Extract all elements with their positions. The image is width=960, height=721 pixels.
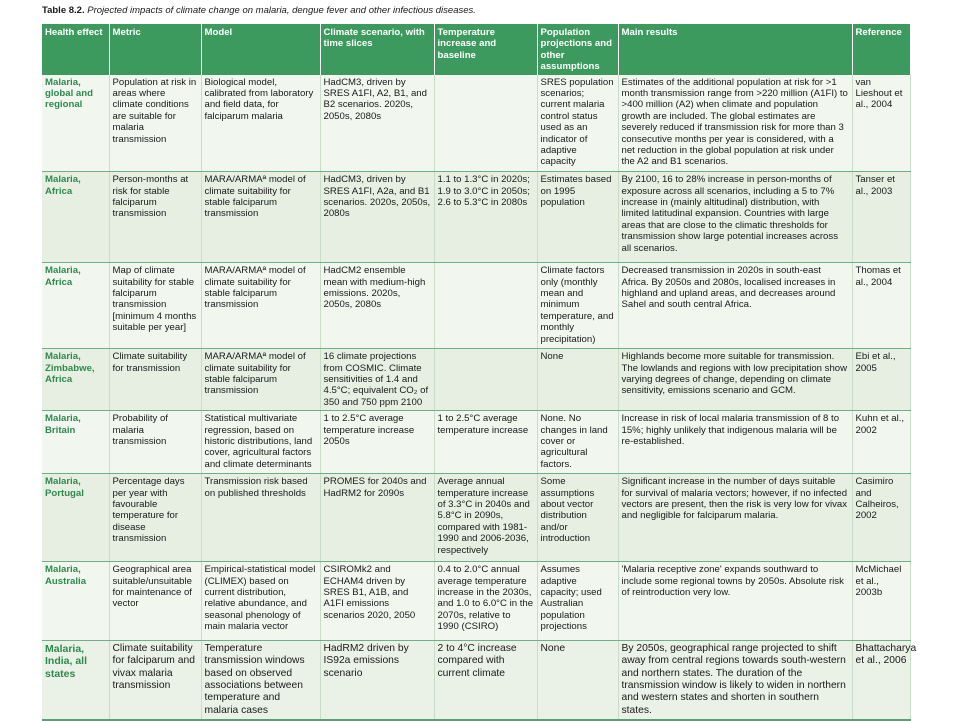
header-climate-scenario: Climate scenario, with time slices xyxy=(320,24,434,75)
cell-reference: van Lieshout et al., 2004 xyxy=(852,75,910,172)
cell-reference: McMichael et al., 2003b xyxy=(852,562,910,641)
cell-results: By 2100, 16 to 28% increase in person-months of exposure across all scenarios, including a 5 to 7% increase in (mainly altitudinal) distribution, with limited latitudinal expansion. Countries with large areas that are close to the climatic thresholds for transmission show large potential increases across all scenarios. xyxy=(618,172,852,263)
table-row xyxy=(42,349,910,411)
cell-scenario: 16 climate projections from COSMIC. Climate sensitivities of 1.4 and 4.5°C; equivalent CO₂ of 350 and 750 ppm 2100 xyxy=(320,349,434,411)
cell-population: Assumes adaptive capacity; used Australian population projections xyxy=(537,562,618,641)
cell-results: 'Malaria receptive zone' expands southward to include some regional towns by 2050s. Absolute risk of reintroduction very low. xyxy=(618,562,852,641)
cell-population: Climate factors only (monthly mean and minimum temperature, and monthly precipitation) xyxy=(537,263,618,349)
cell-population: None xyxy=(537,349,618,411)
cell-temperature: 1.1 to 1.3°C in 2020s; 1.9 to 3.0°C in 2050s; 2.6 to 5.3°C in 2080s xyxy=(434,172,537,263)
cell-scenario: HadCM3, driven by SRES A1FI, A2a, and B1 scenarios. 2020s, 2050s, 2080s xyxy=(320,172,434,263)
header-metric: Metric xyxy=(109,24,201,75)
cell-results: Highlands become more suitable for transmission. The lowlands and regions with low precipitation show varying degrees of change, depending on climate sensitivity, emissions scenario and GCM. xyxy=(618,349,852,411)
cell-temperature xyxy=(434,75,537,172)
cell-reference: Casimiro and Calheiros, 2002 xyxy=(852,474,910,562)
cell-population: None xyxy=(537,641,618,720)
header-reference: Reference xyxy=(852,24,910,75)
cell-results: Estimates of the additional population at risk for >1 month transmission range from >220 million (A1FI) to >400 million (A2) when climate and population growth are included. The global estimates are severely reduced if transmission risk for more than 3 consecutive months per year is considered, with a net reduction in the global population at risk under the A2 and B1 scenarios. xyxy=(618,75,852,172)
cell-population: Some assumptions about vector distribution and/or introduction xyxy=(537,474,618,562)
header-health-effect: Health effect xyxy=(42,24,109,75)
cell-metric: Population at risk in areas where climate conditions are suitable for malaria transmission xyxy=(109,75,201,172)
cell-model: Statistical multivariate regression, based on historic distributions, land cover, agricultural factors and climate determinants xyxy=(201,411,320,474)
cell-population: Estimates based on 1995 population xyxy=(537,172,618,263)
cell-model: Temperature transmission windows based on observed associations between temperature and malaria cases xyxy=(201,641,320,720)
header-model: Model xyxy=(201,24,320,75)
table-caption xyxy=(42,4,922,17)
cell-metric: Map of climate suitability for stable falciparum transmission [minimum 4 months suitable per year] xyxy=(109,263,201,349)
cell-population: None. No changes in land cover or agricultural factors. xyxy=(537,411,618,474)
cell-reference: Kuhn et al., 2002 xyxy=(852,411,910,474)
cell-results: Significant increase in the number of days suitable for survival of malaria vectors; however, if no infected vectors are present, then the risk is very low for vivax and negligible for falciparum malaria. xyxy=(618,474,852,562)
cell-health-effect: Malaria, Australia xyxy=(42,562,109,641)
cell-temperature xyxy=(434,349,537,411)
cell-reference: Tanser et al., 2003 xyxy=(852,172,910,263)
cell-model: MARA/ARMAª model of climate suitability for stable falciparum transmission xyxy=(201,172,320,263)
cell-health-effect: Malaria, global and regional xyxy=(42,75,109,172)
cell-reference: Bhattacharya et al., 2006 xyxy=(852,641,910,720)
cell-metric: Person-months at risk for stable falciparum transmission xyxy=(109,172,201,263)
cell-metric: Climate suitability for transmission xyxy=(109,349,201,411)
header-main-results: Main results xyxy=(618,24,852,75)
cell-results: Increase in risk of local malaria transmission of 8 to 15%; highly unlikely that indigenous malaria will be re-established. xyxy=(618,411,852,474)
cell-health-effect: Malaria, Africa xyxy=(42,263,109,349)
cell-health-effect: Malaria, Britain xyxy=(42,411,109,474)
table-row xyxy=(42,411,910,474)
caption-label: Table 8.2. xyxy=(42,5,85,16)
cell-metric: Percentage days per year with favourable temperature for disease transmission xyxy=(109,474,201,562)
cell-health-effect: Malaria, Portugal xyxy=(42,474,109,562)
table-row xyxy=(42,474,910,562)
cell-metric: Climate suitability for falciparum and vivax malaria transmission xyxy=(109,641,201,720)
cell-temperature: Average annual temperature increase of 3.3°C in 2040s and 5.8°C in 2090s, compared with 1981-1990 and 2006-2036, respectively xyxy=(434,474,537,562)
impacts-table xyxy=(42,24,917,721)
caption-text: Projected impacts of climate change on malaria, dengue fever and other infectious diseases. xyxy=(87,5,476,16)
cell-scenario: 1 to 2.5°C average temperature increase 2050s xyxy=(320,411,434,474)
cell-reference: Thomas et al., 2004 xyxy=(852,263,910,349)
cell-model: Transmission risk based on published thresholds xyxy=(201,474,320,562)
header-row xyxy=(42,24,910,75)
cell-results: By 2050s, geographical range projected to shift away from central regions towards south-western and northern states. The duration of the transmission window is likely to widen in northern and western states and shorten in southern states. xyxy=(618,641,852,720)
table-row xyxy=(42,641,910,720)
cell-model: MARA/ARMAª model of climate suitability for stable falciparum transmission xyxy=(201,263,320,349)
cell-scenario: HadCM2 ensemble mean with medium-high emissions. 2020s, 2050s, 2080s xyxy=(320,263,434,349)
cell-scenario: CSIROMk2 and ECHAM4 driven by SRES B1, A1B, and A1FI emissions scenarios 2020, 2050 xyxy=(320,562,434,641)
header-temperature: Temperature increase and baseline xyxy=(434,24,537,75)
cell-scenario: HadCM3, driven by SRES A1FI, A2, B1, and B2 scenarios. 2020s, 2050s, 2080s xyxy=(320,75,434,172)
cell-results: Decreased transmission in 2020s in south-east Africa. By 2050s and 2080s, localised increases in highland and upland areas, and decreases around Sahel and south central Africa. xyxy=(618,263,852,349)
cell-health-effect: Malaria, Zimbabwe, Africa xyxy=(42,349,109,411)
header-population: Population projections and other assumptions xyxy=(537,24,618,75)
cell-temperature xyxy=(434,263,537,349)
cell-metric: Geographical area suitable/unsuitable for maintenance of vector xyxy=(109,562,201,641)
cell-model: Empirical-statistical model (CLIMEX) based on current distribution, relative abundance, and seasonal phenology of main malaria vector xyxy=(201,562,320,641)
cell-temperature: 2 to 4°C increase compared with current climate xyxy=(434,641,537,720)
table-row xyxy=(42,562,910,641)
cell-population: SRES population scenarios; current malaria control status used as an indicator of adaptive capacity xyxy=(537,75,618,172)
cell-temperature: 1 to 2.5°C average temperature increase xyxy=(434,411,537,474)
table-row xyxy=(42,263,910,349)
cell-health-effect: Malaria, Africa xyxy=(42,172,109,263)
cell-reference: Ebi et al., 2005 xyxy=(852,349,910,411)
cell-model: MARA/ARMAª model of climate suitability for stable falciparum transmission xyxy=(201,349,320,411)
cell-metric: Probability of malaria transmission xyxy=(109,411,201,474)
cell-health-effect: Malaria, India, all states xyxy=(42,641,109,720)
cell-scenario: PROMES for 2040s and HadRM2 for 2090s xyxy=(320,474,434,562)
cell-temperature: 0.4 to 2.0°C annual average temperature increase in the 2030s, and 1.0 to 6.0°C in the 2070s, relative to 1990 (CSIRO) xyxy=(434,562,537,641)
cell-model: Biological model, calibrated from laboratory and field data, for falciparum malaria xyxy=(201,75,320,172)
cell-scenario: HadRM2 driven by IS92a emissions scenario xyxy=(320,641,434,720)
table-row xyxy=(42,75,910,172)
table-row xyxy=(42,172,910,263)
